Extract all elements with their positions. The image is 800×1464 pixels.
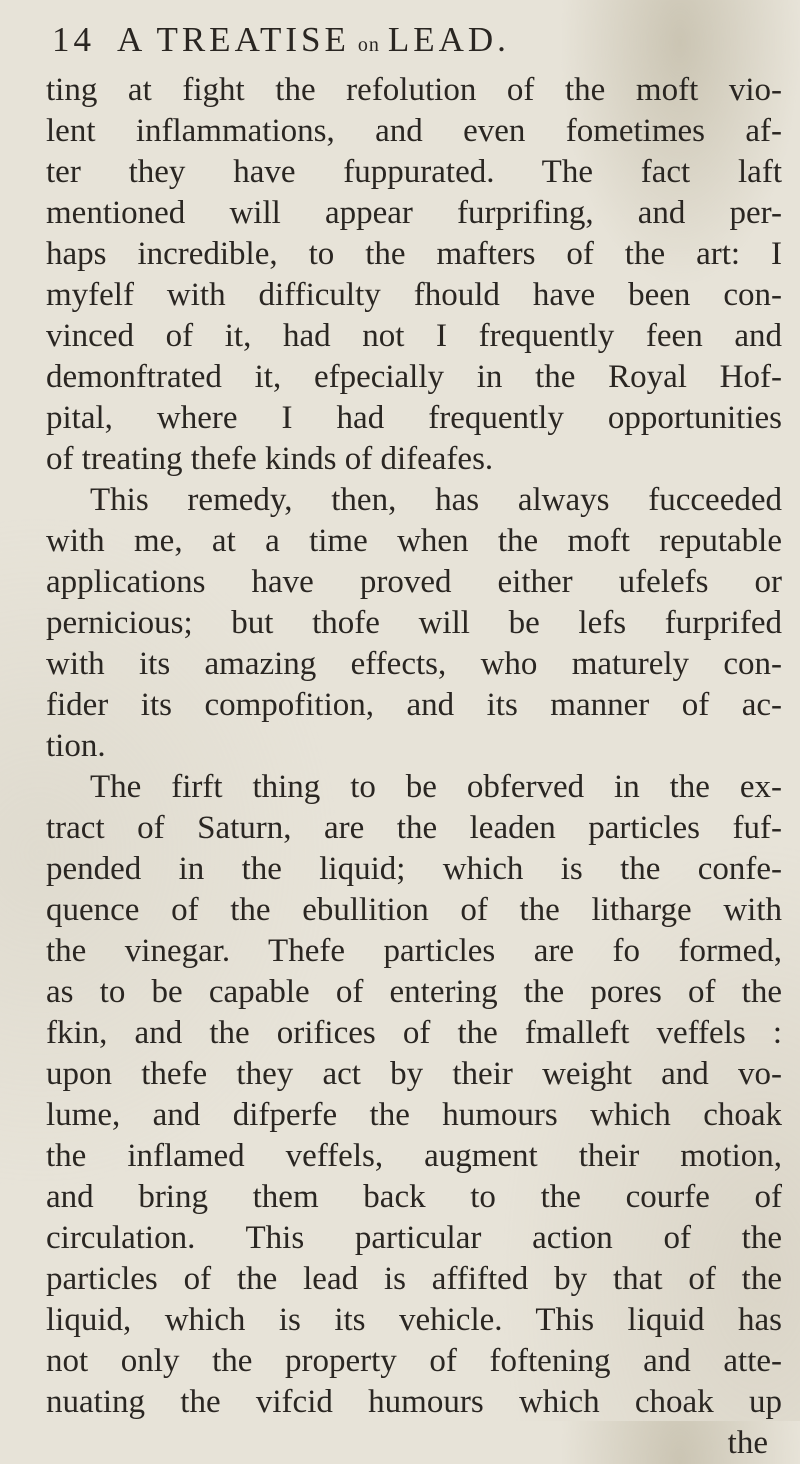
catchword: the [727, 1425, 768, 1461]
text-line: lume, and difperfe the humours which choak [46, 1097, 782, 1133]
text-line: lent inflammations, and even fometimes af- [46, 113, 782, 149]
text-line: This remedy, then, has always fucceeded [90, 482, 782, 518]
text-line: vinced of it, had not I frequently feen and [46, 318, 782, 354]
text-line: as to be capable of entering the pores of the [46, 974, 782, 1010]
text-line: ting at fight the refolution of the moft vio- [46, 72, 782, 108]
body-text [46, 70, 782, 1464]
text-line: haps incredible, to the mafters of the art: I [46, 236, 782, 272]
text-line: nuating the vifcid humours which choak up [46, 1384, 782, 1420]
text-line: tion. [46, 728, 106, 764]
text-line: with me, at a time when the moft reputable [46, 523, 782, 559]
text-line: ter they have fuppurated. The fact laft [46, 154, 782, 190]
running-head [52, 18, 772, 62]
text-line: pital, where I had frequently opportunities [46, 400, 782, 436]
book-page [46, 0, 782, 1461]
text-line: pended in the liquid; which is the confe- [46, 851, 782, 887]
text-line: quence of the ebullition of the litharge with [46, 892, 782, 928]
text-line: fider its compofition, and its manner of ac- [46, 687, 782, 723]
running-title-part-1: A TREATISE [117, 20, 350, 59]
running-title-part-2: LEAD. [387, 20, 510, 59]
text-line: with its amazing effects, who maturely con- [46, 646, 782, 682]
text-line: not only the property of foftening and atte- [46, 1343, 782, 1379]
text-line: The firft thing to be obferved in the ex- [90, 769, 782, 805]
text-line: tract of Saturn, are the leaden particles fuf- [46, 810, 782, 846]
text-line: pernicious; but thofe will be lefs furprifed [46, 605, 782, 641]
text-line: mentioned will appear furprifing, and per- [46, 195, 782, 231]
text-line: of treating thefe kinds of difeafes. [46, 441, 494, 477]
text-line: the vinegar. Thefe particles are fo formed, [46, 933, 782, 969]
text-line: myfelf with difficulty fhould have been con- [46, 277, 782, 313]
running-title-connector: on [357, 34, 380, 56]
text-line: the inflamed veffels, augment their motion, [46, 1138, 782, 1174]
text-line: circulation. This particular action of the [46, 1220, 782, 1256]
text-line: and bring them back to the courfe of [46, 1179, 782, 1215]
text-line: applications have proved either ufelefs or [46, 564, 782, 600]
text-line: upon thefe they act by their weight and vo- [46, 1056, 782, 1092]
text-line: fkin, and the orifices of the fmalleft veffels : [46, 1015, 782, 1051]
page-number: 14 [52, 20, 95, 59]
text-line: demonftrated it, efpecially in the Royal Hof- [46, 359, 782, 395]
text-line: particles of the lead is affifted by that of the [46, 1261, 782, 1297]
text-line: liquid, which is its vehicle. This liquid has [46, 1302, 782, 1338]
